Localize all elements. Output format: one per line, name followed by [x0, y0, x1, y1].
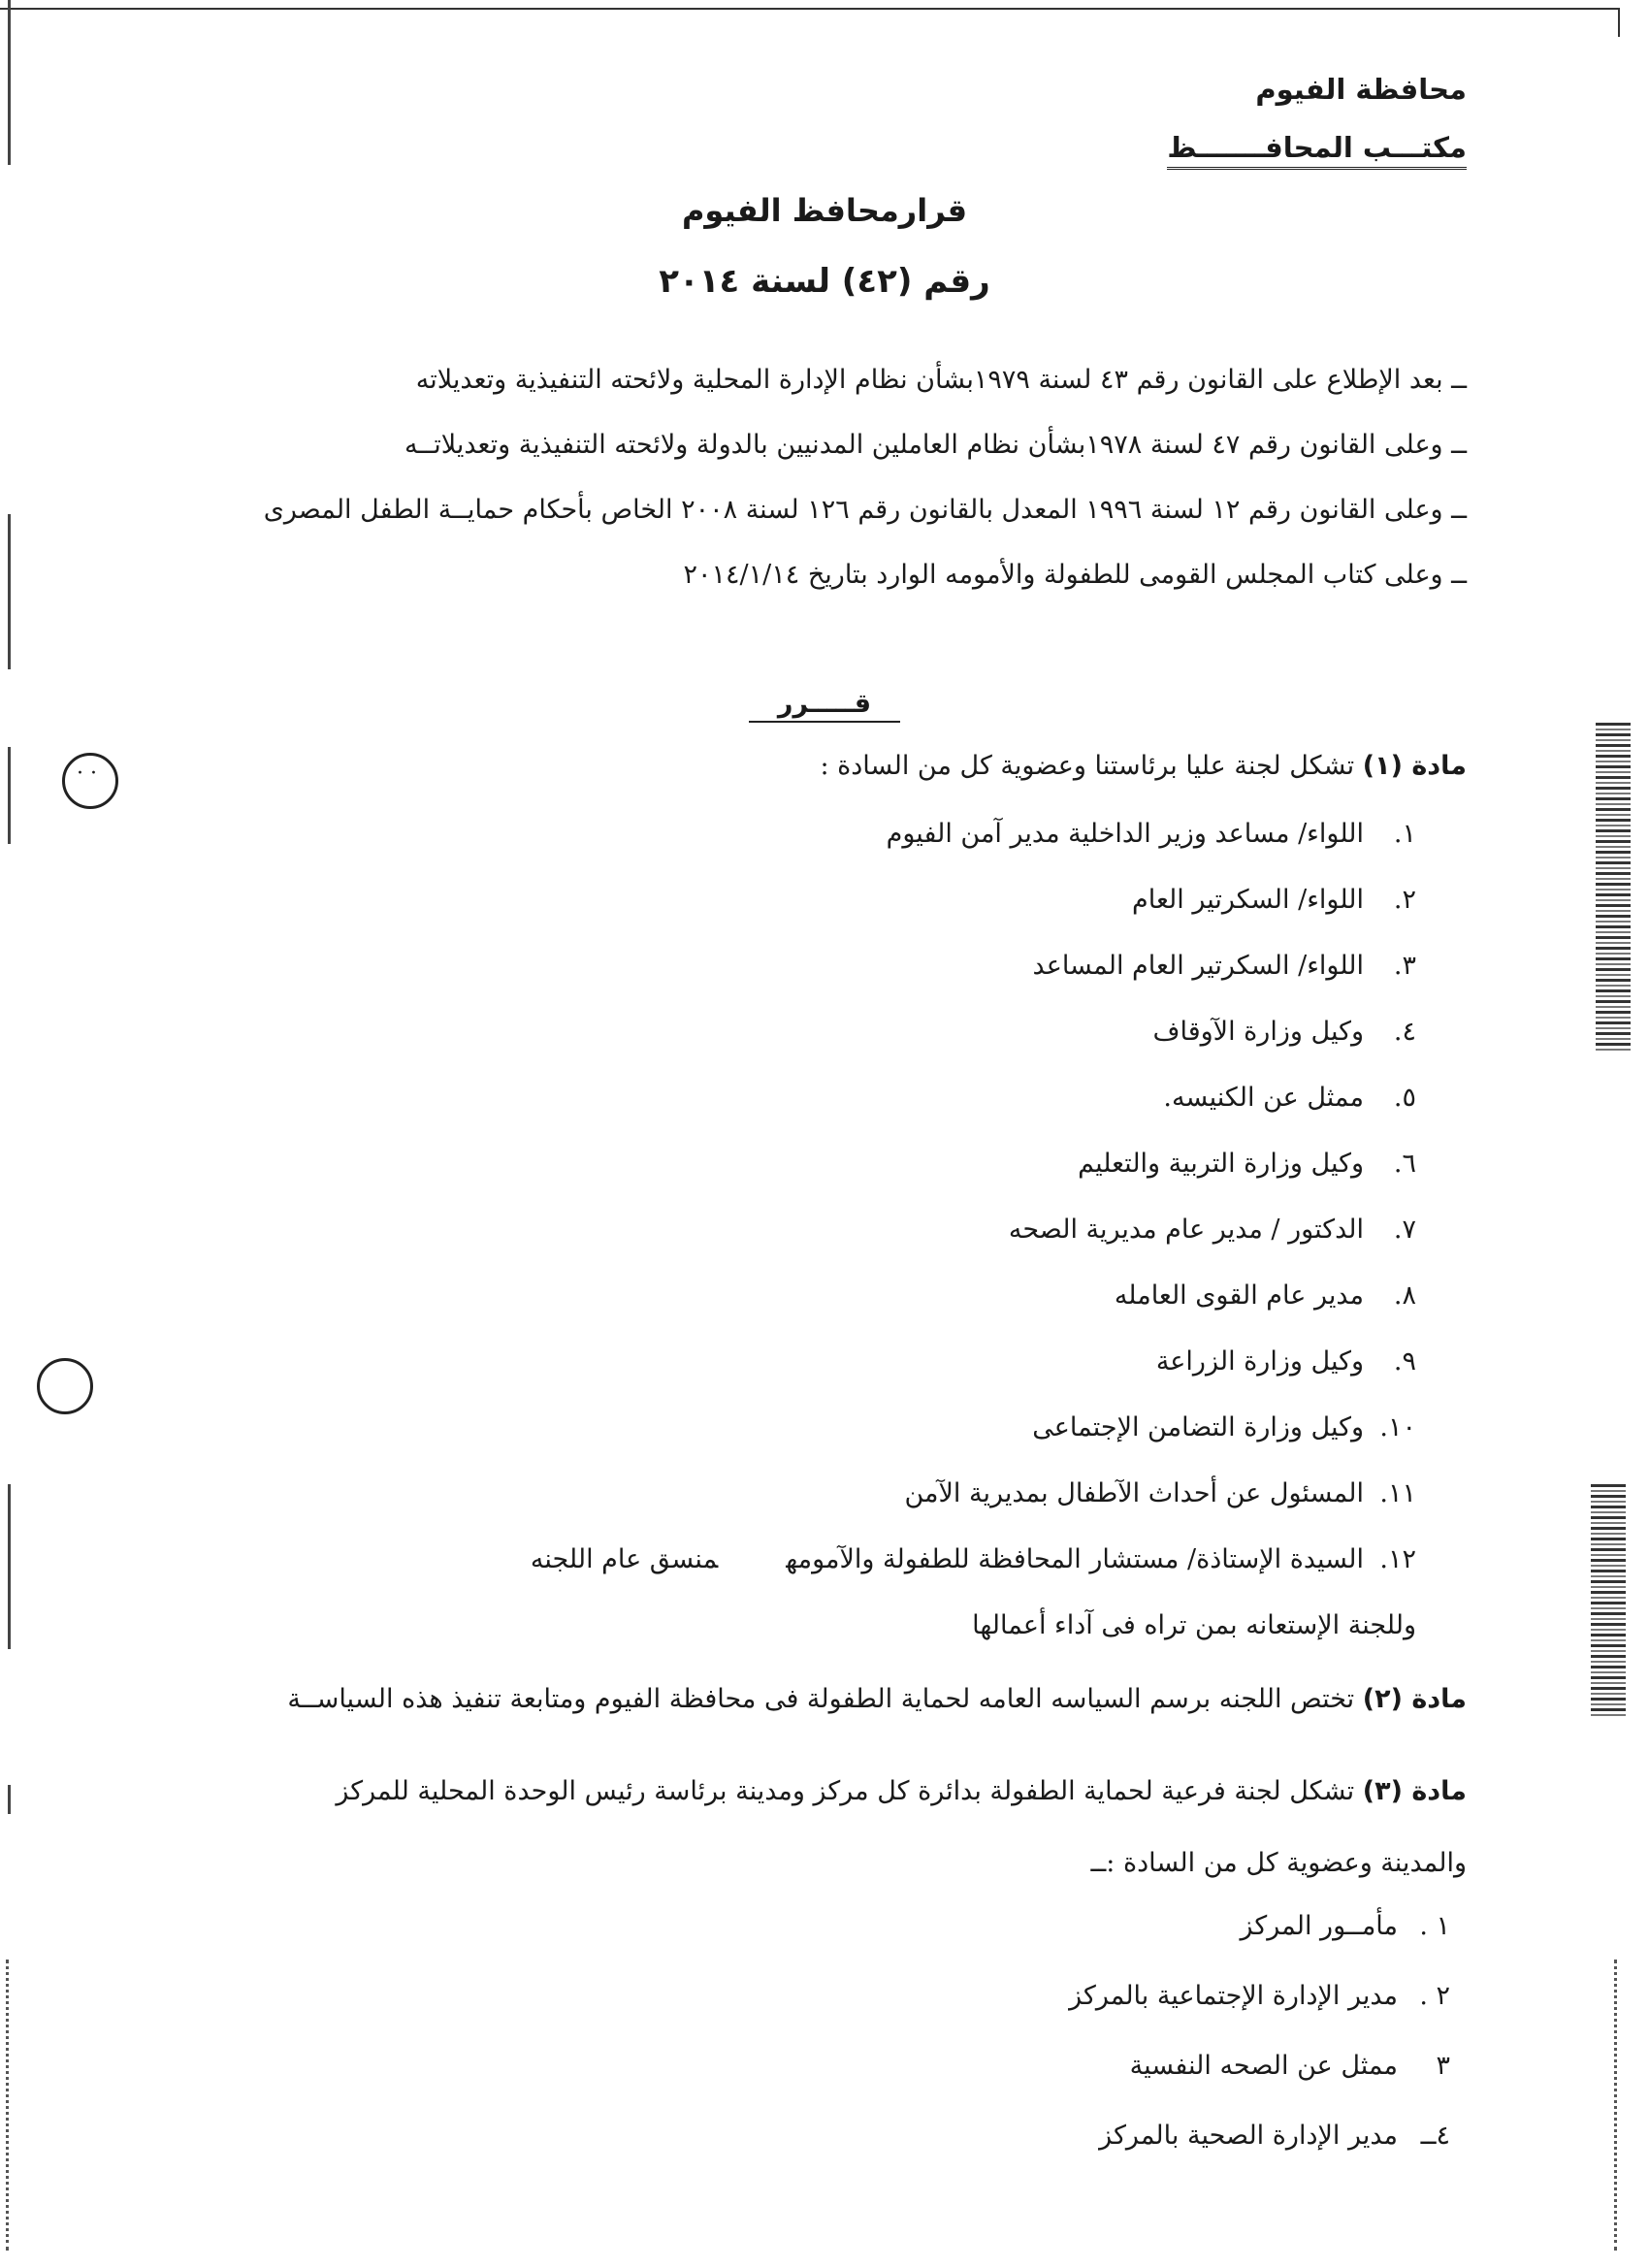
member-text: ممثل عن الصحه النفسية [1129, 2051, 1398, 2081]
member-number: ١ . [1419, 1911, 1450, 1941]
member-number: ٤. [1393, 1017, 1416, 1047]
member-number: ٨. [1393, 1280, 1416, 1311]
member-number: ٣ [1436, 2051, 1450, 2081]
member-text: وكيل وزارة التربية والتعليم [1078, 1149, 1364, 1179]
member-text: مدير الإدارة الصحية بالمركز [1099, 2121, 1398, 2151]
member-number: ٢ . [1419, 1981, 1450, 2011]
member-text: الدكتور / مدير عام مديرية الصحه [1008, 1215, 1364, 1245]
preamble-clause: ــ بعد الإطلاع على القانون رقم ٤٣ لسنة ١٩٧٩بشأن نظام الإدارة المحلية ولائحته التنفيذية وتعديلاته [415, 365, 1467, 395]
member-number: ٥. [1393, 1083, 1416, 1113]
preamble-clause: ــ وعلى كتاب المجلس القومى للطفولة والأمومه الوارد بتاريخ ٢٠١٤/١/١٤ [683, 560, 1467, 590]
right-edge-dots [1614, 1960, 1623, 2251]
article-3 [322, 1756, 1467, 1899]
member-text: اللواء/ السكرتير العام المساعد [1032, 951, 1364, 981]
member-item [1069, 1961, 1450, 2031]
article-3-label: مادة (٣) [1362, 1776, 1467, 1806]
office-name-text: مكتـــب المحافـــــــظ [1167, 131, 1467, 170]
member-item [531, 1395, 1416, 1461]
top-border-tick [1618, 8, 1620, 37]
member-item [531, 1461, 1416, 1527]
right-edge-artifact [1591, 1484, 1626, 1717]
punch-hole-mark [37, 1358, 93, 1414]
member-number: ٤ــ [1420, 2121, 1450, 2151]
member-text: مأمــور المركز [1240, 1911, 1398, 1941]
decree-number: رقم (٤٢) لسنة ٢٠١٤ [659, 262, 990, 301]
governorate-name: محافظة الفيوم [1255, 73, 1467, 106]
member-text: وكيل وزارة الزراعة [1155, 1346, 1364, 1377]
article-2 [167, 1678, 1467, 1721]
decided-heading-text: قـــــرر [749, 689, 900, 723]
member-text: وكيل وزارة الآوقاف [1152, 1017, 1364, 1047]
member-number: ٩. [1393, 1346, 1416, 1377]
article-2-text: تختص اللجنه برسم السياسه العامه لحماية الطفولة فى محافظة الفيوم ومتابعة تنفيذ هذه السياســة [287, 1684, 1363, 1714]
member-number: ١. [1393, 819, 1416, 849]
right-edge-artifact [1596, 723, 1631, 1053]
office-name [1167, 131, 1467, 164]
member-item [531, 1065, 1416, 1131]
left-edge-mark [8, 514, 11, 669]
preamble [196, 359, 1467, 619]
member-item [531, 933, 1416, 999]
member-item [531, 999, 1416, 1065]
member-item [1069, 2101, 1450, 2171]
member-item [531, 1131, 1416, 1197]
left-edge-dots [6, 1960, 15, 2251]
member-text: مدير عام القوى العامله [1114, 1280, 1364, 1311]
punch-hole-mark [62, 753, 118, 809]
member-number: ٣. [1393, 951, 1416, 981]
decided-heading [0, 689, 1649, 723]
article-1 [186, 745, 1467, 788]
article-3-text: تشكل لجنة فرعية لحماية الطفولة بدائرة كل مركز ومدينة برئاسة رئيس الوحدة المحلية للمركز والمدينة وعضوية كل من السادة :ــ [336, 1776, 1467, 1878]
member-number: ٢. [1393, 885, 1416, 915]
member-number: ١٢. [1379, 1544, 1416, 1574]
left-edge-mark [8, 0, 11, 165]
member-number: ١٠. [1379, 1412, 1416, 1442]
article-1-members [531, 801, 1416, 1593]
member-item [531, 1329, 1416, 1395]
member-role: منسق عام اللجنه [530, 1544, 719, 1574]
member-item [531, 1263, 1416, 1329]
member-number: ٦. [1393, 1149, 1416, 1179]
member-item [1069, 1892, 1450, 1961]
member-number: ٧. [1393, 1215, 1416, 1245]
preamble-clause: ــ وعلى القانون رقم ١٢ لسنة ١٩٩٦ المعدل بالقانون رقم ١٢٦ لسنة ٢٠٠٨ الخاص بأحكام حمايــة الطفل المصرى [263, 495, 1467, 525]
member-text: المسئول عن أحداث الآطفال بمديرية الآمن [904, 1478, 1364, 1508]
member-item [531, 1197, 1416, 1263]
article-1-text: تشكل لجنة عليا برئاستنا وعضوية كل من السادة : [820, 751, 1363, 781]
left-edge-mark [8, 747, 11, 844]
member-item [1069, 2031, 1450, 2101]
left-edge-mark [8, 1484, 11, 1649]
decree-title: قرارمحافظ الفيوم [681, 192, 968, 229]
member-text: وكيل وزارة التضامن الإجتماعى [1032, 1412, 1364, 1442]
member-item [531, 801, 1416, 867]
article-3-members [1069, 1892, 1450, 2171]
member-text: مدير الإدارة الإجتماعية بالمركز [1069, 1981, 1398, 2011]
article-2-label: مادة (٢) [1362, 1684, 1467, 1714]
member-item [531, 867, 1416, 933]
member-text: اللواء/ مساعد وزير الداخلية مدير آمن الفيوم [886, 819, 1364, 849]
article-1-label: مادة (١) [1362, 751, 1467, 781]
article-1-note: وللجنة الإستعانه بمن تراه فى آداء أعمالها [972, 1610, 1416, 1640]
member-text: ممثل عن الكنيسه. [1163, 1083, 1364, 1113]
top-border-rule [0, 8, 1618, 10]
member-number: ١١. [1379, 1478, 1416, 1508]
member-text: اللواء/ السكرتير العام [1132, 885, 1364, 915]
member-item [531, 1527, 1416, 1593]
left-edge-mark [8, 1785, 11, 1814]
member-text: السيدة الإستاذة/ مستشار المحافظة للطفولة والآمومه [786, 1544, 1364, 1574]
preamble-clause: ــ وعلى القانون رقم ٤٧ لسنة ١٩٧٨بشأن نظام العاملين المدنيين بالدولة ولائحته التنفيذية وتعديلاتــه [404, 430, 1467, 460]
